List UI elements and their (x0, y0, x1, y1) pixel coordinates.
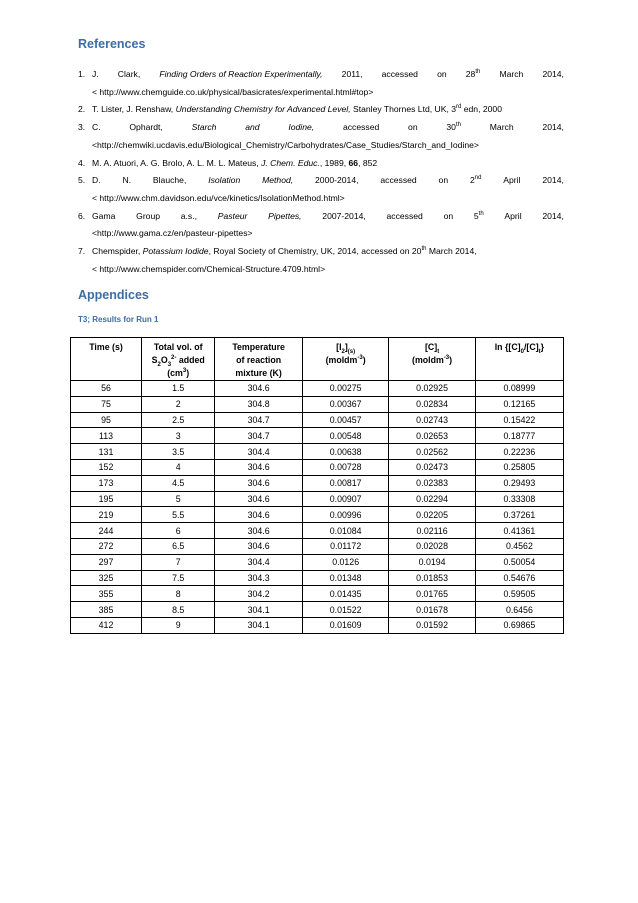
cell-volume: 7.5 (142, 570, 215, 586)
ref-text: Clark, (117, 69, 141, 79)
cell-iodine: 0.0126 (302, 554, 388, 570)
reference-number: 2. (78, 104, 86, 115)
reference-number: 5. (78, 175, 86, 186)
reference-item (78, 66, 564, 101)
ref-text: 5th (473, 210, 484, 221)
reference-number: 1. (78, 69, 86, 79)
ref-text: Group (136, 210, 161, 221)
reference-item (78, 155, 564, 173)
cell-ln-ratio: 0.15422 (475, 412, 563, 428)
table-row (71, 491, 564, 507)
references-heading: References (78, 37, 146, 51)
ref-url[interactable]: <http://www.gama.cz/en/pasteur-pipettes> (92, 228, 253, 239)
cell-time: 355 (71, 586, 142, 602)
table-row (71, 554, 564, 570)
ref-title: Pasteur (217, 210, 248, 221)
cell-ln-ratio: 0.25805 (475, 459, 563, 475)
ref-text: 2014, (542, 122, 564, 133)
cell-concentration: 0.01592 (389, 617, 475, 633)
cell-volume: 6.5 (142, 538, 215, 554)
cell-iodine: 0.01172 (302, 538, 388, 554)
cell-time: 244 (71, 523, 142, 539)
cell-concentration: 0.0194 (389, 554, 475, 570)
header-total-volume: Total vol. of $S_2O_3^{2-}$ added $(cm^3)$ (142, 338, 215, 381)
table-body (71, 381, 564, 634)
cell-time: 412 (71, 617, 142, 633)
ref-text: accessed (381, 69, 418, 79)
header-temperature: Temperature of reaction mixture (K) (215, 338, 303, 381)
cell-volume: 5 (142, 491, 215, 507)
cell-iodine: 0.01348 (302, 570, 388, 586)
cell-concentration: 0.01678 (389, 602, 475, 618)
ref-text: April (504, 210, 522, 221)
cell-iodine: 0.00907 (302, 491, 388, 507)
reference-item (78, 172, 564, 207)
ref-url[interactable]: < http://www.chemspider.com/Chemical-Structure.4709.html> (92, 263, 326, 274)
cell-ln-ratio: 0.33308 (475, 491, 563, 507)
cell-ln-ratio: 0.41361 (475, 523, 563, 539)
cell-iodine: 0.00638 (302, 444, 388, 460)
cell-ln-ratio: 0.08999 (475, 381, 563, 397)
cell-iodine: 0.00548 (302, 428, 388, 444)
cell-concentration: 0.02294 (389, 491, 475, 507)
cell-temperature: 304.6 (215, 381, 303, 397)
ref-text: on (408, 122, 418, 133)
cell-concentration: 0.02473 (389, 459, 475, 475)
cell-concentration: 0.02743 (389, 412, 475, 428)
table-row (71, 475, 564, 491)
ref-text: 2000-2014, (315, 175, 359, 186)
ref-text: Ophardt, (129, 122, 163, 133)
cell-temperature: 304.4 (215, 554, 303, 570)
ref-text: a.s., (180, 210, 198, 221)
cell-concentration: 0.02562 (389, 444, 475, 460)
cell-volume: 5.5 (142, 507, 215, 523)
table-row (71, 459, 564, 475)
cell-time: 385 (71, 602, 142, 618)
ref-url[interactable]: < http://www.chm.davidson.edu/vce/kinetics/IsolationMethod.html> (92, 192, 345, 203)
cell-time: 95 (71, 412, 142, 428)
ref-text: on (443, 210, 454, 221)
header-ln-ratio: $\ln \{[C]_0/[C]_t\}$ (475, 338, 563, 381)
ref-text: 2014, (542, 175, 564, 186)
ref-text: Blauche, (152, 175, 187, 186)
cell-temperature: 304.3 (215, 570, 303, 586)
ref-text: 2007-2014, (322, 210, 366, 221)
cell-time: 56 (71, 381, 142, 397)
reference-number: 6. (78, 210, 86, 221)
cell-concentration: 0.02205 (389, 507, 475, 523)
cell-volume: 6 (142, 523, 215, 539)
ref-text: accessed (342, 122, 380, 133)
cell-iodine: 0.00367 (302, 396, 388, 412)
cell-time: 272 (71, 538, 142, 554)
cell-time: 219 (71, 507, 142, 523)
cell-concentration: 0.01765 (389, 586, 475, 602)
ref-text: J. (92, 69, 99, 79)
cell-iodine: 0.00996 (302, 507, 388, 523)
cell-iodine: 0.00728 (302, 459, 388, 475)
table-title: T3; Results for Run 1 (78, 315, 159, 324)
ref-text: T. Lister, J. Renshaw, Understanding Chemistry for Advanced Level, Stanley Thornes Ltd, UK, 3rd edn, 2000 (92, 104, 502, 115)
cell-volume: 8 (142, 586, 215, 602)
reference-number: 4. (78, 157, 86, 168)
cell-volume: 2 (142, 396, 215, 412)
ref-url[interactable]: <http://chemwiki.ucdavis.edu/Biological_Chemistry/Carbohydrates/Case_Studies/Starch_and_Iodine> (92, 139, 479, 150)
ref-text: 2014, (542, 69, 564, 79)
cell-temperature: 304.7 (215, 428, 303, 444)
cell-ln-ratio: 0.69865 (475, 617, 563, 633)
ref-text: 2011, (341, 69, 363, 79)
cell-temperature: 304.2 (215, 586, 303, 602)
reference-item (78, 243, 564, 278)
cell-time: 152 (71, 459, 142, 475)
cell-time: 131 (71, 444, 142, 460)
table-row (71, 586, 564, 602)
reference-number: 3. (78, 122, 86, 133)
cell-volume: 2.5 (142, 412, 215, 428)
cell-volume: 4.5 (142, 475, 215, 491)
cell-concentration: 0.02925 (389, 381, 475, 397)
cell-temperature: 304.6 (215, 459, 303, 475)
cell-volume: 7 (142, 554, 215, 570)
header-time: Time (s) (71, 338, 142, 381)
reference-item (78, 208, 564, 243)
cell-concentration: 0.02028 (389, 538, 475, 554)
cell-ln-ratio: 0.29493 (475, 475, 563, 491)
table-row (71, 428, 564, 444)
header-concentration-t: $[C]_t$ (moldm$^{-3}$) (389, 338, 475, 381)
cell-iodine: 0.00457 (302, 412, 388, 428)
table-header-row (71, 338, 564, 381)
table-row (71, 617, 564, 633)
cell-time: 195 (71, 491, 142, 507)
cell-volume: 4 (142, 459, 215, 475)
cell-ln-ratio: 0.22236 (475, 444, 563, 460)
cell-ln-ratio: 0.54676 (475, 570, 563, 586)
cell-concentration: 0.02116 (389, 523, 475, 539)
cell-iodine: 0.01084 (302, 523, 388, 539)
cell-time: 75 (71, 396, 142, 412)
ref-title: Iodine, (288, 122, 315, 133)
cell-iodine: 0.01435 (302, 586, 388, 602)
ref-title: Isolation (208, 175, 241, 186)
reference-number: 7. (78, 246, 86, 257)
cell-time: 297 (71, 554, 142, 570)
ref-text: accessed (386, 210, 423, 221)
cell-concentration: 0.02834 (389, 396, 475, 412)
cell-ln-ratio: 0.4562 (475, 538, 563, 554)
table-row (71, 602, 564, 618)
ref-text: March (489, 122, 514, 133)
table-row (71, 507, 564, 523)
results-table (70, 337, 564, 634)
ref-text: April (503, 175, 521, 186)
cell-iodine: 0.00275 (302, 381, 388, 397)
cell-temperature: 304.6 (215, 523, 303, 539)
cell-iodine: 0.01522 (302, 602, 388, 618)
cell-volume: 8.5 (142, 602, 215, 618)
ref-text: C. (92, 122, 101, 133)
ref-text: Chemspider, Potassium Iodide, Royal Society of Chemistry, UK, 2014, accessed on 20th March 2014, (92, 246, 477, 257)
cell-ln-ratio: 0.50054 (475, 554, 563, 570)
cell-temperature: 304.1 (215, 602, 303, 618)
cell-temperature: 304.6 (215, 491, 303, 507)
ref-title: Pipettes, (268, 210, 302, 221)
cell-volume: 3.5 (142, 444, 215, 460)
cell-temperature: 304.8 (215, 396, 303, 412)
cell-ln-ratio: 0.12165 (475, 396, 563, 412)
ref-url[interactable]: < http://www.chemguide.co.uk/physical/basicrates/experimental.html#top> (92, 86, 374, 97)
ref-text: N. (122, 175, 132, 186)
appendices-heading: Appendices (78, 288, 149, 302)
cell-volume: 9 (142, 617, 215, 633)
cell-ln-ratio: 0.6456 (475, 602, 563, 618)
ref-title: and (245, 122, 260, 133)
cell-ln-ratio: 0.18777 (475, 428, 563, 444)
cell-temperature: 304.4 (215, 444, 303, 460)
ref-text: Gama (92, 210, 116, 221)
table-row (71, 444, 564, 460)
cell-time: 325 (71, 570, 142, 586)
cell-temperature: 304.7 (215, 412, 303, 428)
cell-temperature: 304.6 (215, 475, 303, 491)
cell-time: 173 (71, 475, 142, 491)
reference-item (78, 101, 564, 119)
ref-text: 28th (465, 69, 481, 79)
cell-concentration: 0.02383 (389, 475, 475, 491)
table-row (71, 538, 564, 554)
ref-text: March (499, 69, 524, 79)
ref-title: Finding Orders of Reaction Experimentally, (159, 69, 323, 79)
cell-concentration: 0.01853 (389, 570, 475, 586)
cell-temperature: 304.1 (215, 617, 303, 633)
ref-text: 2nd (469, 175, 482, 186)
ref-title: Method, (262, 175, 294, 186)
table-row (71, 381, 564, 397)
cell-ln-ratio: 0.59505 (475, 586, 563, 602)
references-list (78, 66, 564, 278)
table-row (71, 570, 564, 586)
cell-volume: 3 (142, 428, 215, 444)
cell-concentration: 0.02653 (389, 428, 475, 444)
table-row (71, 523, 564, 539)
ref-text: on (437, 69, 447, 79)
cell-iodine: 0.01609 (302, 617, 388, 633)
ref-text: on (438, 175, 449, 186)
ref-text: M. A. Atuori, A. G. Brolo, A. L. M. L. Mateus, J. Chem. Educ., 1989, 66, 852 (92, 157, 378, 168)
ref-text: accessed (380, 175, 417, 186)
cell-temperature: 304.6 (215, 507, 303, 523)
table-row (71, 412, 564, 428)
reference-item (78, 119, 564, 154)
table-row (71, 396, 564, 412)
cell-temperature: 304.6 (215, 538, 303, 554)
ref-text: D. (92, 175, 101, 186)
cell-time: 113 (71, 428, 142, 444)
cell-volume: 1.5 (142, 381, 215, 397)
ref-text: 2014, (542, 210, 564, 221)
cell-ln-ratio: 0.37261 (475, 507, 563, 523)
ref-title: Starch (191, 122, 217, 133)
cell-iodine: 0.00817 (302, 475, 388, 491)
header-iodine-concentration: $[I_2]_{(s)}$ (moldm$^{-3}$) (302, 338, 388, 381)
ref-text: 30th (446, 122, 461, 133)
